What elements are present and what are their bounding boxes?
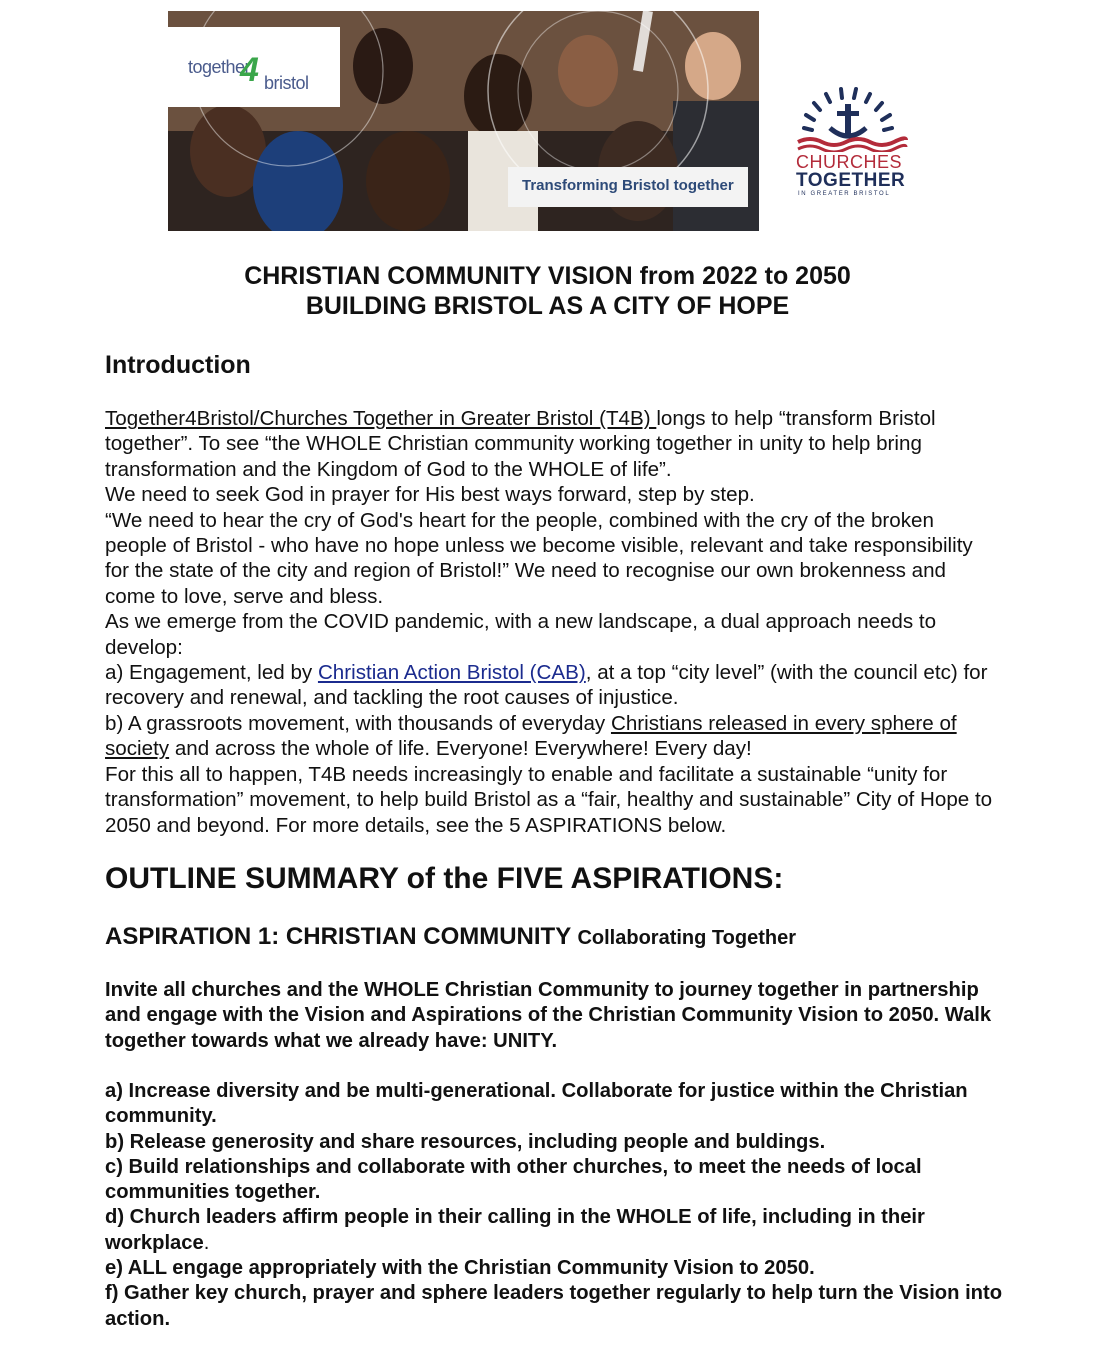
document-title-line2: BUILDING BRISTOL AS A CITY OF HOPE: [305, 292, 790, 320]
intro-paragraph-4: As we emerge from the COVID pandemic, with a new landscape, a dual approach needs to develop:: [105, 610, 937, 659]
aspiration-1-subtitle: Collaborating Together: [577, 927, 796, 949]
intro-p1-text: longs to help “transform Bristol together”. To see “the WHOLE Christian community working together in unity to help bring transformation and the Kingdom of God to the WHOLE of life”.: [105, 407, 936, 481]
christians-released-link[interactable]: Christians released in every sphere of society: [105, 711, 957, 761]
document-title-line1: CHRISTIAN COMMUNITY VISION from 2022 to 2050: [244, 262, 851, 290]
aspiration-1-title: ASPIRATION 1: CHRISTIAN COMMUNITY: [105, 923, 571, 950]
t4b-link[interactable]: Together4Bristol/Churches Together in Greater Bristol (T4B): [105, 407, 657, 430]
tagline-text: Transforming Bristol together: [522, 177, 734, 194]
intro-paragraph-5: [105, 660, 995, 711]
intro-paragraph-7: For this all to happen, T4B needs increasingly to enable and facilitate a sustainable “unity for transformation” movement, to help build Bristol as a “fair, healthy and sustainable” City of Hope to 2050 and beyond. For more details, see the 5 ASPIRATIONS below.: [105, 762, 993, 837]
logo-4-glyph: 4: [240, 51, 259, 89]
logo-greater-bristol-text: IN GREATER BRISTOL: [798, 191, 891, 197]
intro-paragraph-2: We need to seek God in prayer for His best ways forward, step by step.: [105, 483, 755, 507]
list-item: [105, 1205, 1005, 1256]
list-item: a) Increase diversity and be multi-generational. Collaborate for justice within the Christian community.: [105, 1080, 968, 1128]
list-item: e) ALL engage appropriately with the Christian Community Vision to 2050.: [105, 1257, 815, 1280]
intro-p6-post: and across the whole of life. Everyone! Everywhere! Every day!: [169, 737, 752, 761]
tagline-box: [508, 167, 748, 207]
introduction-heading: Introduction: [105, 351, 251, 379]
list-item: f) Gather key church, prayer and sphere leaders together regularly to help turn the Vision into action.: [105, 1282, 1003, 1330]
together4bristol-logo: [168, 27, 340, 107]
logo-together-text: TOGETHER: [796, 170, 906, 191]
introduction-body: [105, 406, 995, 838]
list-item-text: d) Church leaders affirm people in their calling in the WHOLE of life, including in their workplace: [105, 1206, 925, 1254]
logo-churches-text: CHURCHES: [796, 152, 903, 172]
aspiration-1-intro: Invite all churches and the WHOLE Christian Community to journey together in partnership and engage with the Vision and Aspirations of the Christian Community Vision to 2050. Walk together towards what we already have: UNITY.: [105, 979, 992, 1052]
intro-paragraph-6: [105, 711, 995, 762]
list-item: b) Release generosity and share resources, including people and buldings.: [105, 1130, 826, 1153]
intro-paragraph-1: [105, 406, 995, 482]
list-item: c) Build relationships and collaborate with other churches, to meet the needs of local communities together.: [105, 1155, 922, 1204]
logo-together-text: together: [188, 57, 251, 77]
logo-bristol-text: bristol: [264, 73, 309, 93]
header-banner-image: [168, 11, 759, 231]
intro-p5-post: , at a top “city level” (with the council etc) for recovery and renewal, and tackling the root causes of injustice.: [105, 661, 988, 710]
cab-link[interactable]: Christian Action Bristol (CAB): [317, 661, 586, 685]
outline-summary-heading: OUTLINE SUMMARY of the FIVE ASPIRATIONS:: [105, 862, 784, 895]
list-item-suffix: .: [203, 1231, 210, 1254]
intro-p6-pre: b) A grassroots movement, with thousands of everyday: [105, 711, 611, 735]
aspiration-1-heading: [105, 923, 796, 951]
aspiration-1-list: [105, 1079, 1005, 1332]
cross-boat-icon: [790, 82, 910, 152]
churches-together-logo: [790, 82, 910, 202]
intro-paragraph-3: “We need to hear the cry of God's heart for the people, combined with the cry of the broken people of Bristol - who have no hope unless we become visible, relevant and take responsibility for the state of the city and region of Bristol!” We need to recognise our own brokenness and come to love, serve and bless.: [105, 508, 973, 608]
intro-p5-pre: a) Engagement, led by: [105, 661, 318, 685]
